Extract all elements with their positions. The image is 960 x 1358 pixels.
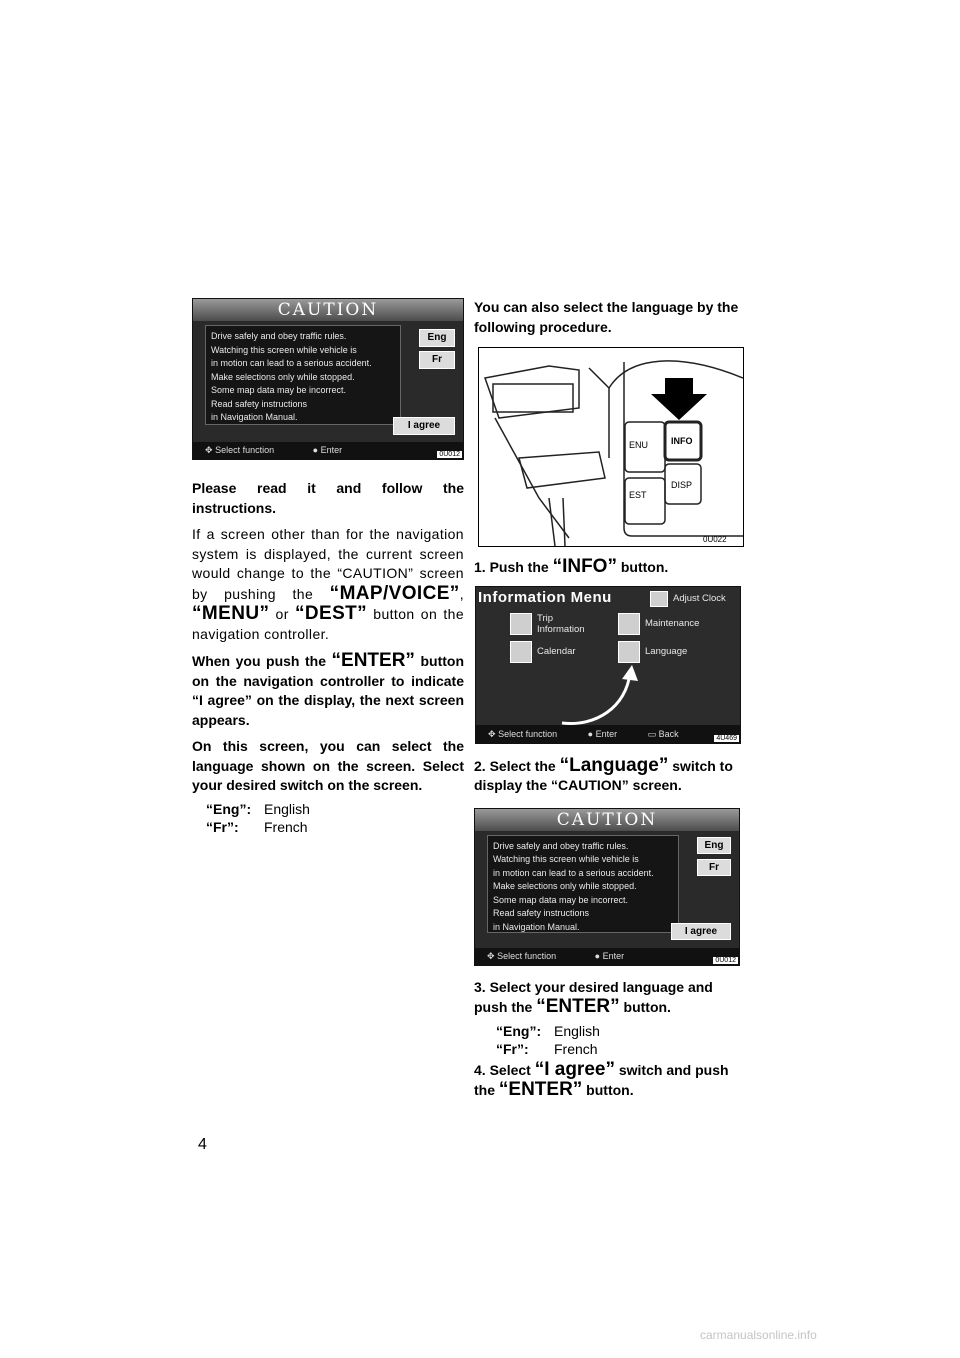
definition-key: “Fr”: (496, 1040, 529, 1057)
definition-key: “Fr”: (206, 818, 239, 835)
text-run: switch and push the (474, 1061, 729, 1098)
dest-button-label: “DEST” (294, 603, 368, 624)
caution-line: Read safety instructions (211, 398, 308, 409)
instruction-paragraph: Please read it and follow the instructions. (192, 480, 464, 516)
definition-row (206, 818, 464, 836)
figure-code: 0U022 (703, 535, 727, 544)
eng-button[interactable]: Eng (697, 837, 731, 854)
text-run: button. (616, 559, 669, 575)
text-run: If a screen other than for the navigation system is displayed, the current screen would change to the “CAUTION” screen by pushing the (192, 526, 464, 602)
definition-key: “Eng”: (206, 800, 252, 817)
text-run: button on the navigation controller to indicate “I agree” on the display, the next screen appears. (192, 653, 464, 728)
text-run: 1. Push the (474, 559, 553, 575)
caution-line: Watching this screen while vehicle is (493, 854, 639, 864)
text-run: When you push the (192, 653, 332, 669)
caution-line: Make selections only while stopped. (493, 881, 637, 891)
footer-select-label: Select function (498, 728, 558, 739)
information-menu-screen (475, 586, 741, 744)
screen-change-paragraph (192, 525, 464, 644)
definition-value: French (554, 1040, 598, 1057)
right-column (474, 298, 746, 1101)
footer-back-label: Back (658, 728, 679, 739)
dest-button-partial: EST (629, 490, 647, 500)
caution-line: Some map data may be incorrect. (211, 385, 347, 395)
step-1 (474, 557, 746, 578)
text-run: or (269, 606, 295, 622)
text-run: 2. Select the (474, 757, 560, 774)
figure-code: 0U012 (715, 956, 736, 964)
text-run: switch to display the “CAUTION” screen. (474, 757, 733, 793)
info-footer (476, 725, 740, 743)
calendar-label: Calendar (537, 646, 576, 657)
enter-paragraph (192, 651, 464, 730)
caution-line: Make selections only while stopped. (211, 371, 355, 382)
back-icon: ▭ (647, 728, 657, 739)
text-run: button on the navigation controller. (192, 606, 464, 642)
maintenance-label: Maintenance (645, 618, 700, 629)
eng-button[interactable]: Eng (419, 329, 455, 347)
language-definitions (206, 800, 464, 836)
language-paragraph: On this screen, you can select the language shown on the screen. Select your desired switch on the screen. (192, 738, 464, 793)
menu-button-partial: ENU (629, 440, 649, 450)
info-button-label: INFO (671, 436, 693, 446)
text-run: button. (619, 999, 671, 1015)
fr-button[interactable]: Fr (419, 351, 455, 369)
arrow-icon (651, 378, 707, 420)
trip-line: Information (537, 623, 585, 635)
trip-line: Trip (537, 612, 554, 624)
footer-enter-label: Enter (320, 445, 343, 455)
adjust-clock-label: Adjust Clock (673, 593, 726, 604)
caution-line: in motion can lead to a serious accident. (493, 867, 654, 878)
language-switch-label: “Language” (559, 754, 669, 776)
step-4 (474, 1060, 746, 1101)
definition-key: “Eng”: (496, 1022, 542, 1039)
information-menu-title: Information Menu (478, 588, 612, 606)
step-3 (474, 978, 746, 1018)
footer-select-label: Select function (215, 445, 275, 455)
enter-button-label: “ENTER” (536, 996, 620, 1017)
text-run: 3. Select your desired language and push the (474, 978, 713, 1015)
footer-enter-label: Enter (602, 950, 625, 961)
caution-line: in motion can lead to a serious accident. (211, 358, 372, 368)
text-run: button. (582, 1082, 634, 1098)
arrow-head-icon (622, 665, 638, 681)
watermark: carmanualsonline.info (700, 1328, 817, 1342)
caution-screen-image (192, 298, 464, 460)
enter-icon: ● (312, 445, 319, 455)
footer-enter-label: Enter (595, 728, 618, 739)
definition-value: English (264, 800, 310, 817)
caution-line: Watching this screen while vehicle is (211, 344, 357, 355)
step-2 (474, 756, 746, 796)
enter-button-label: “ENTER” (331, 650, 415, 671)
dashboard-diagram (478, 347, 744, 547)
definition-value: English (554, 1022, 600, 1039)
language-label: Language (645, 646, 688, 657)
pointer-arrow (476, 587, 740, 743)
caution-line: Read safety instructions (493, 908, 590, 918)
page-number: 4 (198, 1136, 207, 1153)
figure-code: 4U469 (716, 734, 737, 742)
dashboard-illustration (479, 348, 743, 546)
enter-button-label: “ENTER” (498, 1079, 583, 1100)
caution-message (205, 325, 401, 425)
procedure-intro: You can also select the language by the following procedure. (474, 299, 739, 335)
left-column (192, 298, 464, 836)
disp-button-label: DISP (671, 480, 693, 490)
caution-line: Drive safely and obey traffic rules. (493, 840, 629, 851)
caution-message (487, 835, 679, 933)
figure-code: 0U012 (439, 451, 460, 458)
joystick-icon: ✥ (488, 728, 496, 739)
map-voice-button-label: “MAP/VOICE” (329, 582, 460, 604)
enter-icon: ● (594, 950, 601, 961)
definition-row (206, 800, 464, 818)
caution-title: CAUTION (193, 299, 463, 321)
fr-button[interactable]: Fr (697, 859, 731, 876)
caution-screen-image-2 (474, 808, 740, 966)
info-button-label: “INFO” (552, 556, 617, 577)
i-agree-button[interactable]: I agree (393, 417, 455, 435)
i-agree-switch-label: “I agree” (534, 1058, 615, 1080)
definition-value: French (264, 818, 308, 835)
joystick-icon: ✥ (487, 950, 495, 961)
menu-button-label: “MENU” (192, 603, 270, 624)
caution-footer (193, 442, 463, 459)
definition-row (496, 1022, 746, 1040)
enter-icon: ● (587, 728, 594, 739)
text-run: , (459, 585, 464, 602)
caution-line: Drive safely and obey traffic rules. (211, 331, 347, 341)
definition-row (496, 1040, 746, 1058)
caution-line: Some map data may be incorrect. (493, 894, 629, 905)
caution-line: in Navigation Manual. (493, 921, 580, 932)
joystick-icon: ✥ (205, 445, 213, 455)
caution-line: in Navigation Manual. (211, 412, 298, 422)
caution-footer (475, 948, 739, 965)
text-run: 4. Select (474, 1061, 535, 1078)
i-agree-button[interactable]: I agree (671, 923, 731, 940)
footer-select-label: Select function (497, 950, 557, 961)
caution-title: CAUTION (475, 809, 739, 831)
language-definitions (496, 1022, 746, 1058)
